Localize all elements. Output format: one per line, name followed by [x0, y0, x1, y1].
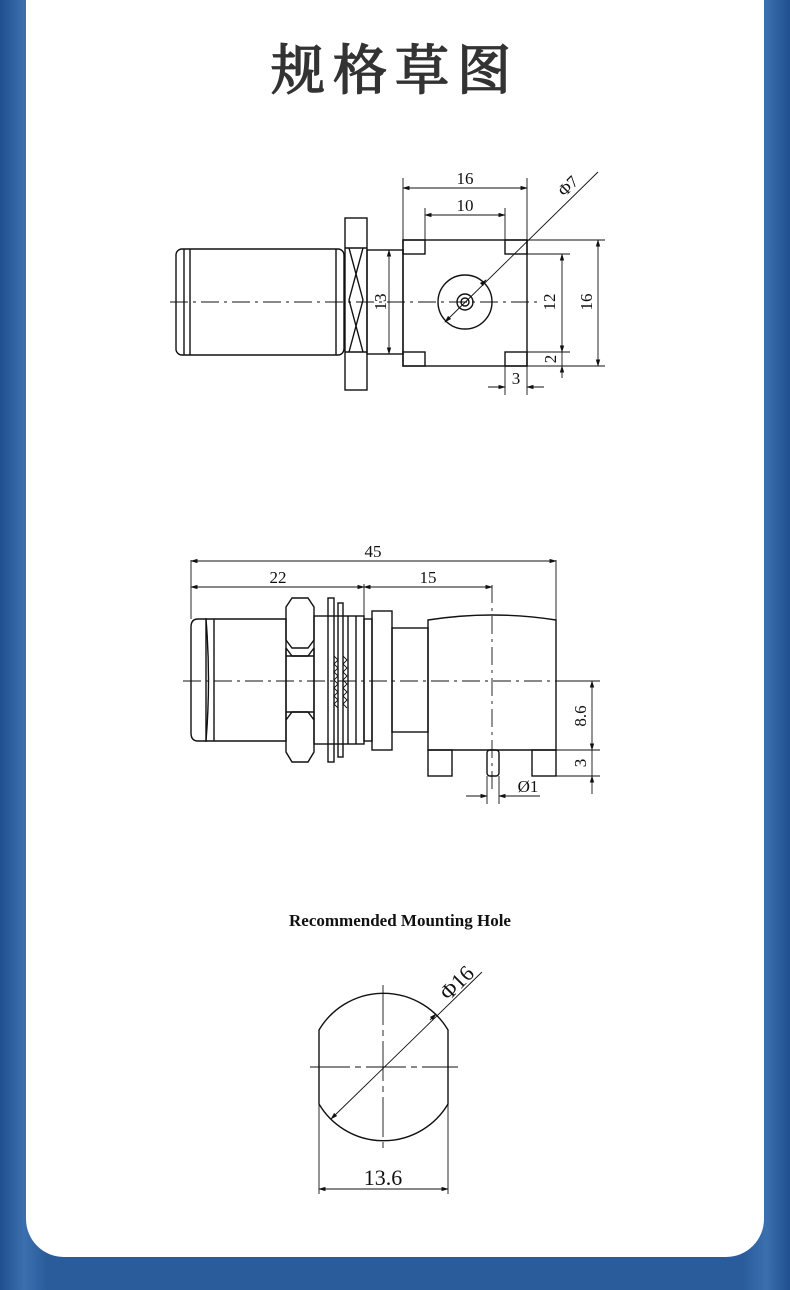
dim-width-13-6: 13.6	[363, 1165, 403, 1190]
dim-length-15: 15	[419, 568, 437, 587]
dim-length-45: 45	[364, 542, 382, 561]
dim-dia-7: Φ7	[553, 171, 583, 201]
side-view	[183, 560, 600, 804]
dim-height-2: 2	[541, 354, 560, 364]
dim-height-16: 16	[577, 293, 596, 311]
dim-height-13: 13	[371, 293, 390, 311]
dim-height-8-6: 8.6	[571, 705, 590, 727]
dim-dia-1: Ø1	[517, 777, 539, 796]
dim-height-3: 3	[571, 758, 590, 768]
flange-plate	[345, 218, 367, 390]
dim-dia-16: Φ16	[434, 960, 480, 1006]
dim-length-22: 22	[269, 568, 287, 587]
mounting-caption: Recommended Mounting Hole	[289, 911, 511, 930]
top-view	[170, 172, 605, 395]
page-title: 规格草图	[271, 39, 519, 102]
dim-width-10: 10	[456, 196, 474, 215]
dim-width-3: 3	[511, 369, 521, 388]
dim-height-12: 12	[540, 293, 559, 311]
mounting-hole	[310, 972, 482, 1194]
dim-width-16: 16	[456, 169, 474, 188]
